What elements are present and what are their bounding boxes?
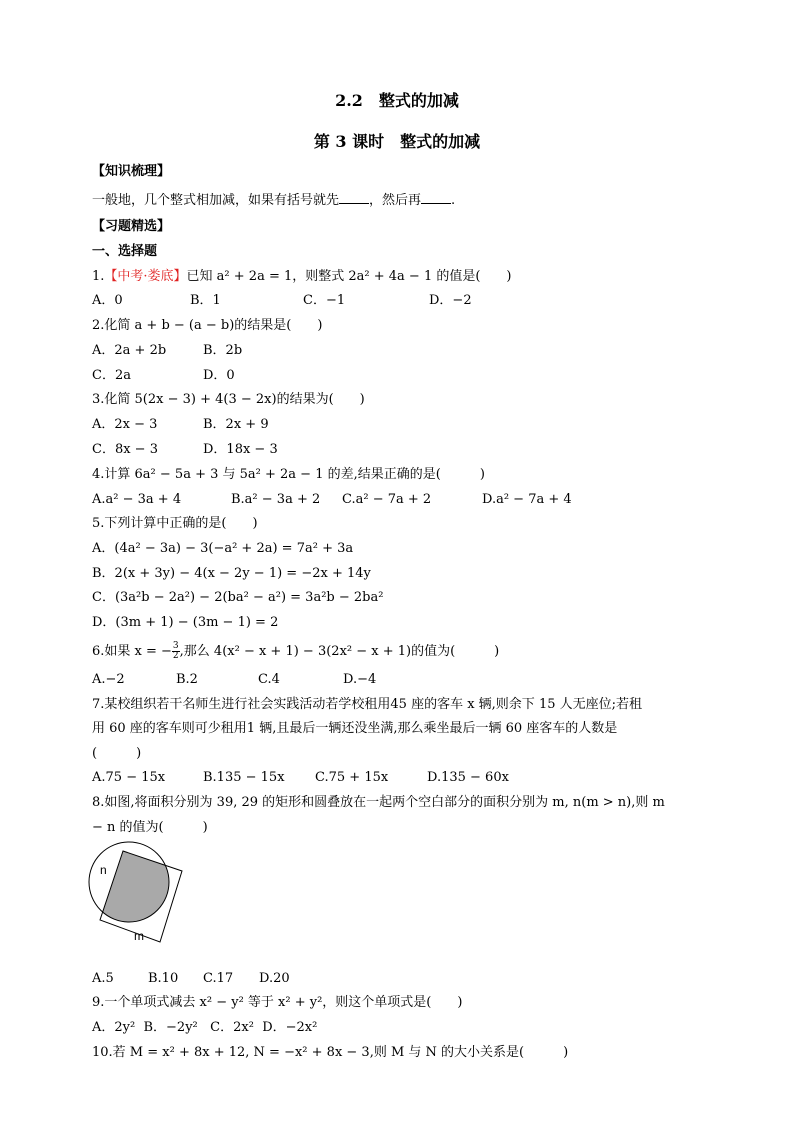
knowledge-text-a: 一般地，几个整式相加减，如果有括号就先	[92, 193, 340, 208]
q6-option-b: B.2	[176, 672, 198, 687]
q5-option-a: A．(4a² − 3a) − 3(−a² + 2a) = 7a² + 3a	[92, 541, 354, 556]
question-8-line-1: 8.如图,将面积分别为 39, 29 的矩形和圆叠放在一起两个空白部分的面积分别为 m, n(m > n),则 m	[92, 795, 665, 810]
question-6	[92, 642, 499, 661]
q6-option-d: D.−4	[343, 672, 377, 687]
q4-option-c: C.a² − 7a + 2	[342, 492, 432, 507]
q3-option-c: C．8x − 3	[92, 442, 158, 457]
question-3: 3.化简 5(2x − 3) + 4(3 − 2x)的结果为( )	[92, 392, 365, 407]
knowledge-text	[92, 191, 455, 210]
knowledge-text-c: .	[451, 193, 456, 208]
question-1	[92, 268, 512, 286]
q5-option-b: B．2(x + 3y) − 4(x − 2y − 1) = −2x + 14y	[92, 566, 371, 581]
q8-option-a: A.5	[92, 971, 114, 986]
question-2: 2.化简 a + b − (a − b)的结果是( )	[92, 318, 323, 333]
q6-fraction-numerator: 3	[172, 641, 179, 651]
q1-option-c: C．−1	[303, 293, 346, 308]
q7-option-c: C.75 + 15x	[315, 770, 389, 785]
q6-text-post: ,那么 4(x² − x + 1) − 3(2x² − x + 1)的值为( )	[179, 644, 500, 659]
q8-figure	[86, 838, 190, 962]
q9-option-a: A．2y²	[92, 1020, 136, 1035]
section-title: 2.2 整式的加减	[335, 91, 459, 110]
question-8-line-2: − n 的值为( )	[92, 820, 208, 835]
lesson-title: 第 3 课时 整式的加减	[313, 132, 481, 151]
q7-option-b: B.135 − 15x	[203, 770, 285, 785]
choice-section-heading: 一、选择题	[92, 244, 158, 259]
question-7-line-3: ( )	[92, 746, 142, 761]
q1-option-d: D．−2	[429, 293, 472, 308]
q2-option-a: A．2a + 2b	[92, 343, 167, 358]
q2-option-c: C．2a	[92, 368, 131, 383]
q3-option-d: D．18x − 3	[203, 442, 278, 457]
q3-option-b: B．2x + 9	[203, 417, 269, 432]
knowledge-heading: 【知识梳理】	[92, 164, 171, 179]
q1-number: 1.	[92, 269, 105, 284]
question-9: 9.一个单项式减去 x² − y² 等于 x² + y²，则这个单项式是( )	[92, 995, 463, 1010]
question-10: 10.若 M = x² + 8x + 12, N = −x² + 8x − 3,则 M 与 N 的大小关系是( )	[92, 1045, 569, 1060]
q9-option-b: B．−2y²	[143, 1020, 198, 1035]
q6-fraction	[172, 642, 180, 661]
question-7-line-2: 用 60 座的客车则可少租用1 辆,且最后一辆还没坐满,那么乘坐最后一辆 60 座客车的人数是	[92, 721, 618, 736]
q1-text: 已知 a² + 2a = 1，则整式 2a² + 4a − 1 的值是( )	[186, 269, 512, 284]
exercises-heading: 【习题精选】	[92, 219, 171, 234]
q9-option-d: D．−2x²	[262, 1020, 318, 1035]
q8-option-c: C.17	[203, 971, 234, 986]
blank-1	[339, 191, 369, 204]
q9-options	[92, 1019, 317, 1037]
q3-option-a: A．2x − 3	[92, 417, 158, 432]
q5-option-d: D．(3m + 1) − (3m − 1) = 2	[92, 615, 279, 630]
q6-option-a: A.−2	[92, 672, 125, 687]
question-5: 5.下列计算中正确的是( )	[92, 516, 258, 531]
q8-option-b: B.10	[148, 971, 179, 986]
q5-option-c: C．(3a²b − 2a²) − 2(ba² − a²) = 3a²b − 2ba²	[92, 590, 384, 605]
figure-label-m: m	[134, 929, 144, 943]
figure-label-n: n	[100, 863, 107, 877]
q2-option-b: B．2b	[203, 343, 243, 358]
blank-2	[421, 191, 451, 204]
q4-option-d: D.a² − 7a + 4	[482, 492, 572, 507]
q7-option-d: D.135 − 60x	[427, 770, 509, 785]
q6-option-c: C.4	[258, 672, 280, 687]
question-4: 4.计算 6a² − 5a + 3 与 5a² + 2a − 1 的差,结果正确的是( )	[92, 467, 485, 482]
q1-option-a: A．0	[92, 293, 123, 308]
q2-option-d: D．0	[203, 368, 235, 383]
knowledge-text-b: ，然后再	[369, 193, 422, 208]
q9-option-c: C．2x²	[210, 1020, 254, 1035]
q7-option-a: A.75 − 15x	[92, 770, 166, 785]
q6-text-pre: 6.如果 x = −	[92, 644, 172, 659]
q8-option-d: D.20	[259, 971, 290, 986]
q1-option-b: B．1	[190, 293, 221, 308]
q4-option-a: A.a² − 3a + 4	[92, 492, 182, 507]
question-7-line-1: 7.某校组织若干名师生进行社会实践活动若学校租用45 座的客车 x 辆,则余下 15 人无座位;若租	[92, 697, 642, 712]
q4-option-b: B.a² − 3a + 2	[231, 492, 321, 507]
q1-source-tag: 【中考·娄底】	[104, 269, 187, 284]
q6-fraction-denominator: 2	[172, 651, 179, 661]
